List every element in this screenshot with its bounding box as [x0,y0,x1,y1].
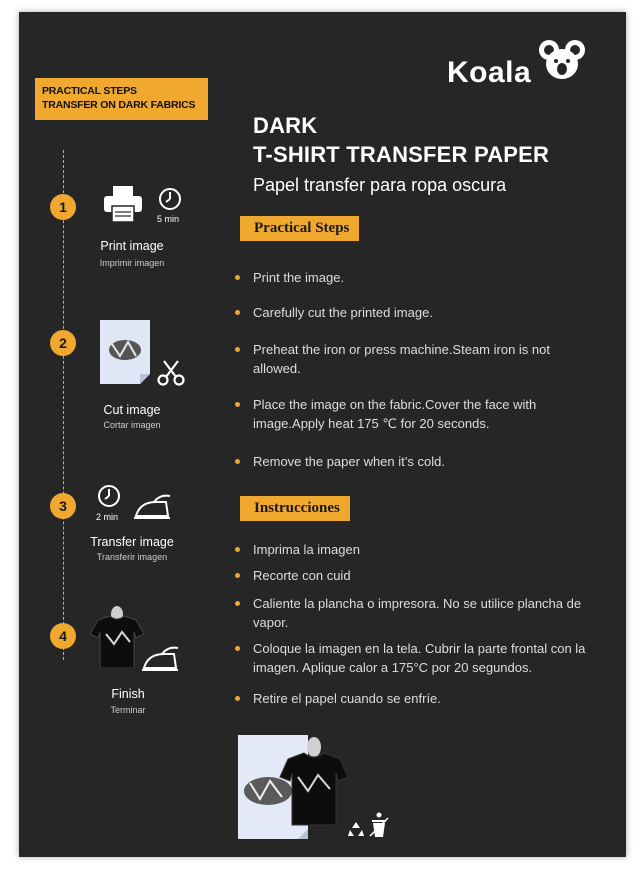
step-number-1: 1 [50,194,76,220]
practical-steps-tag [35,78,208,120]
product-image [238,735,348,839]
step-3-sub: Transferir imagen [96,552,168,562]
step-3-label: Transfer image [90,535,174,549]
title-line-1: DARK [253,113,318,138]
instrucciones-item-5: Retire el papel cuando se enfríe. [235,689,615,708]
step-4-sub: Terminar [110,705,146,715]
step-number-3: 3 [50,493,76,519]
subtitle: Papel transfer para ropa oscura [253,175,507,195]
step-2-label: Cut image [103,403,161,417]
recycle-icon [347,820,365,838]
title-line-2: T-SHIRT TRANSFER PAPER [253,142,550,167]
tag-line-2: TRANSFER ON DARK FABRICS [42,99,196,111]
step-1-sub: Imprimir imagen [99,258,165,268]
printer-icon [104,186,142,222]
practical-item-4: Place the image on the fabric.Cover the face with image.Apply heat 175 ℃ for 20 seconds. [235,395,615,433]
instrucciones-item-2: Recorte con cuid [235,566,615,585]
step-2-sub: Cortar imagen [103,420,161,430]
practical-item-2: Carefully cut the printed image. [235,303,615,322]
instrucciones-item-3: Caliente la plancha o impresora. No se utilice plancha de vapor. [235,594,615,632]
trash-bin-icon [369,812,389,838]
step-number-4: 4 [50,623,76,649]
practical-item-1: Print the image. [235,268,615,287]
step-3-time: 2 min [96,512,119,522]
instrucciones-heading: Instrucciones [240,496,350,521]
iron-icon [142,646,180,672]
step-1-label: Print image [100,239,164,253]
printed-image-sheet [100,320,150,384]
step-1-time: 5 min [157,214,180,224]
instrucciones-item-4: Coloque la imagen en la tela. Cubrir la parte frontal con la imagen. Aplique calor a 175°C por 20 segundos. [235,639,615,677]
practical-steps-heading: Practical Steps [240,216,359,241]
practical-item-5: Remove the paper when it’s cold. [235,452,615,471]
koala-logo-icon [537,38,587,84]
clock-icon [158,187,182,211]
instrucciones-item-1: Imprima la imagen [235,540,615,559]
clock-icon [97,484,121,508]
iron-icon [134,494,172,520]
product-panel [19,12,626,857]
step-4-label: Finish [111,687,145,701]
scissors-icon [157,360,185,386]
step-number-2: 2 [50,330,76,356]
tag-line-1: PRACTICAL STEPS [42,85,137,97]
brand-logo-text: Koala [447,56,532,89]
practical-item-3: Preheat the iron or press machine.Steam iron is not allowed. [235,340,615,378]
steps-timeline [63,150,64,660]
tshirt-icon [90,604,144,668]
